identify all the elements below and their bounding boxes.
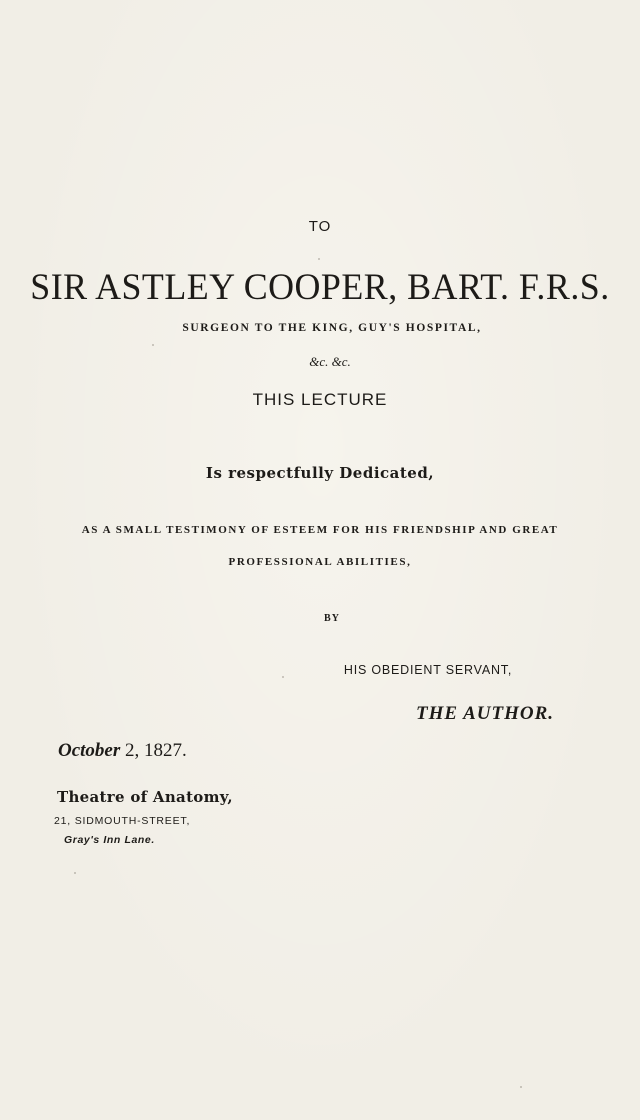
- date-day-year: 2, 1827.: [120, 740, 187, 761]
- lane-address: Gray's Inn Lane.: [64, 834, 155, 846]
- testimony-line-1: AS A SMALL TESTIMONY OF ESTEEM FOR HIS FRIENDSHIP AND GREAT: [81, 524, 559, 536]
- author-signature: THE AUTHOR.: [416, 703, 555, 724]
- dedication-to: TO: [308, 218, 332, 235]
- paper-speck: [282, 676, 284, 678]
- date-month: October: [58, 740, 121, 761]
- servant-line: HIS OBEDIENT SERVANT,: [343, 663, 513, 677]
- testimony-line-2: PROFESSIONAL ABILITIES,: [228, 556, 412, 568]
- street-address: 21, SIDMOUTH-STREET,: [54, 815, 191, 827]
- paper-speck: [74, 872, 76, 874]
- et-cetera: &c. &c.: [309, 354, 351, 369]
- paper-speck: [152, 344, 154, 346]
- dedicated-line: Is respectfully Dedicated,: [205, 464, 435, 482]
- paper-speck: [318, 258, 320, 260]
- dedicatee-position: SURGEON TO THE KING, GUY'S HOSPITAL,: [182, 322, 482, 334]
- lecture-heading: THIS LECTURE: [252, 390, 388, 409]
- by-line: BY: [324, 613, 340, 624]
- date-line: [58, 740, 187, 762]
- dedicatee-name: SIR ASTLEY COOPER, BART. F.R.S.: [30, 267, 610, 308]
- paper-speck: [520, 1086, 522, 1088]
- place-name: Theatre of Anatomy,: [57, 788, 233, 806]
